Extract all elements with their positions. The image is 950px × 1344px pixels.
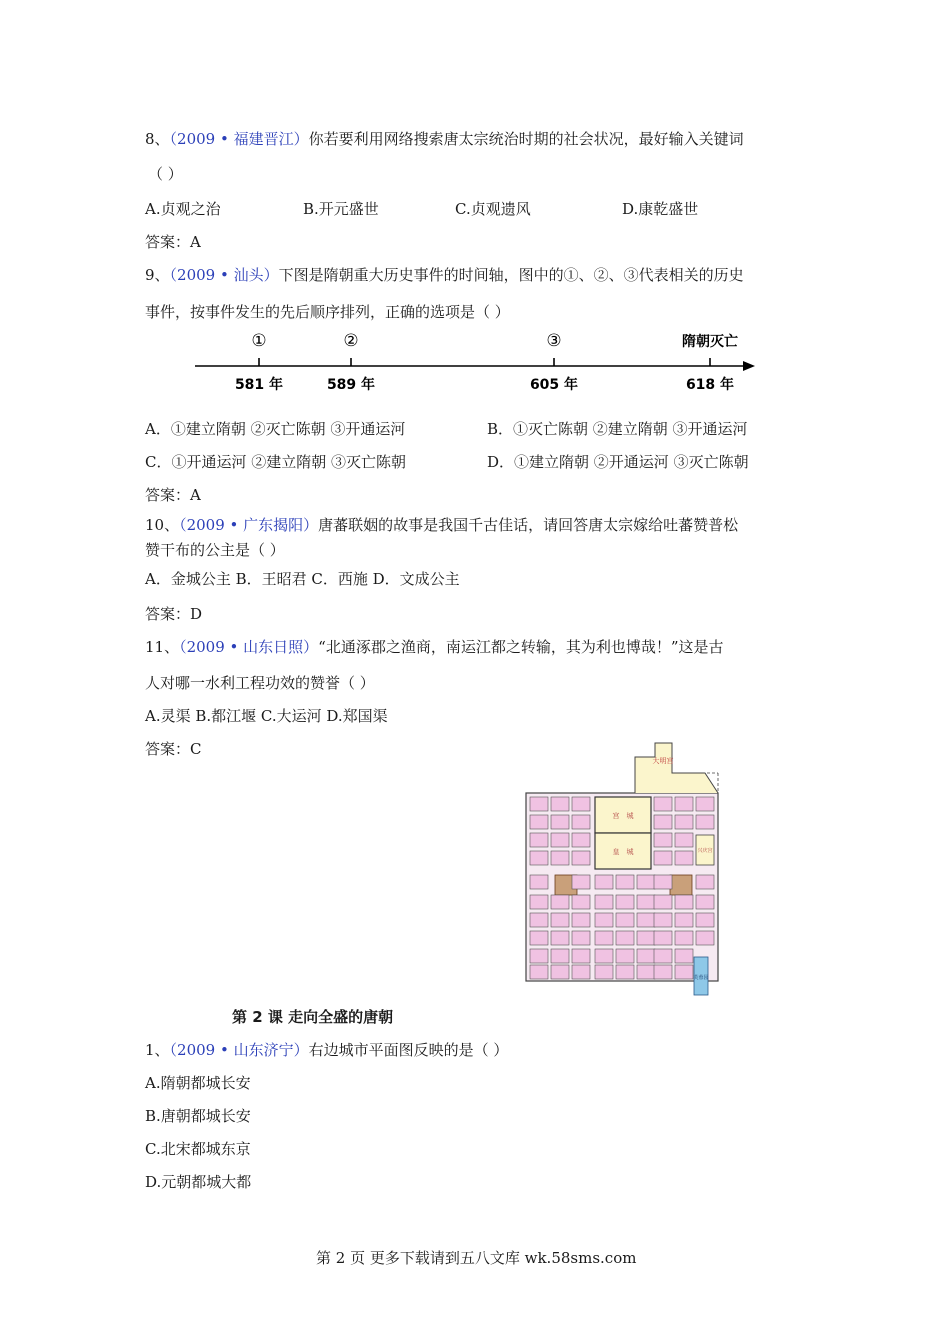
ward-block	[616, 913, 634, 927]
ward-block	[654, 833, 672, 847]
imperial-city-label: 皇 城	[612, 848, 634, 856]
ward-block	[654, 965, 672, 979]
ward-block	[696, 815, 714, 829]
ward-block	[616, 895, 634, 909]
timeline-mark-3: ③	[546, 331, 562, 351]
ward-block	[675, 913, 693, 927]
ward-block	[616, 931, 634, 945]
q11-stem-line1	[145, 636, 724, 657]
timeline-year-2: 589 年	[326, 377, 376, 393]
q9-option-c: C．①开通运河 ②建立隋朝 ③灭亡陈朝	[145, 453, 407, 471]
ward-block	[551, 931, 569, 945]
ward-block	[654, 949, 672, 963]
ward-block	[572, 965, 590, 979]
ward-block	[572, 833, 590, 847]
ward-block	[616, 965, 634, 979]
ward-block	[551, 833, 569, 847]
ward-block	[696, 875, 714, 889]
ward-block	[572, 931, 590, 945]
l2-q1-option-c: C.北宋都城东京	[145, 1140, 251, 1158]
page-footer: 第 2 页 更多下载请到五八文库 wk.58sms.com	[316, 1249, 637, 1267]
ward-block	[572, 875, 590, 889]
q9-source: （2009 • 汕头）	[169, 266, 279, 284]
timeline-year-4: 618 年	[685, 377, 735, 393]
q9-number: 9、	[145, 266, 170, 284]
ward-block	[675, 895, 693, 909]
east-market	[670, 875, 692, 895]
q8-option-d: D.康乾盛世	[622, 200, 699, 218]
chang-an-city-plan-map	[520, 735, 730, 1010]
q8-blank: （ ）	[148, 165, 183, 183]
ward-block	[530, 949, 548, 963]
ward-block	[551, 949, 569, 963]
l2-q1-option-b: B.唐朝都城长安	[145, 1107, 251, 1125]
ward-block	[637, 913, 655, 927]
q10-number: 10、	[145, 516, 180, 534]
q10-stem-line1	[145, 514, 738, 535]
q11-source: （2009 • 山东日照）	[179, 638, 319, 656]
ward-block	[551, 895, 569, 909]
ward-block	[675, 949, 693, 963]
q8-option-a: A.贞观之治	[145, 200, 221, 218]
ward-block	[595, 949, 613, 963]
daming-label: 大明宫	[652, 757, 674, 765]
q8-number: 8、	[145, 130, 170, 148]
timeline-mark-1: ①	[251, 331, 267, 351]
ward-block	[595, 875, 613, 889]
timeline-mark-4: 隋朝灭亡	[682, 334, 738, 350]
ward-block	[530, 875, 548, 889]
ward-block	[530, 851, 548, 865]
ward-block	[637, 965, 655, 979]
ward-block	[551, 815, 569, 829]
ward-block	[595, 931, 613, 945]
l2-q1-option-d: D.元朝都城大都	[145, 1173, 252, 1191]
ward-block	[595, 895, 613, 909]
timeline-mark-2: ②	[343, 331, 359, 351]
ward-block	[637, 895, 655, 909]
ward-block	[572, 815, 590, 829]
ward-block	[654, 797, 672, 811]
ward-block	[637, 875, 655, 889]
ward-block	[572, 851, 590, 865]
palace-city-label: 宫 城	[612, 812, 634, 820]
daming-palace-area	[635, 743, 718, 793]
ward-block	[530, 895, 548, 909]
q9-stem1: 下图是隋朝重大历史事件的时间轴，图中的①、②、③代表相关的历史	[278, 266, 744, 284]
ward-block	[572, 895, 590, 909]
l2-q1-stem-line	[145, 1039, 508, 1060]
q9-timeline	[185, 325, 765, 400]
q9-option-d: D．①建立隋朝 ②开通运河 ③灭亡陈朝	[487, 453, 749, 471]
furong-label: 芙蓉园	[693, 975, 709, 981]
ward-block	[654, 913, 672, 927]
q8-source: （2009 • 福建晋江）	[169, 130, 309, 148]
ward-block	[696, 895, 714, 909]
ward-block	[572, 949, 590, 963]
lesson-2-title: 第 2 课 走向全盛的唐朝	[232, 1008, 394, 1026]
q11-options: A.灵渠 B.都江堰 C.大运河 D.郑国渠	[145, 707, 388, 725]
timeline-year-3: 605 年	[529, 377, 579, 393]
ward-block	[595, 965, 613, 979]
ward-block	[616, 949, 634, 963]
ward-block	[696, 931, 714, 945]
ward-block	[551, 965, 569, 979]
ward-block	[616, 875, 634, 889]
timeline-arrow	[743, 361, 755, 371]
ward-block	[675, 833, 693, 847]
l2-q1-number: 1、	[145, 1041, 170, 1059]
q8-stem-line	[145, 128, 744, 149]
ward-block	[572, 797, 590, 811]
ward-block	[675, 851, 693, 865]
q8-option-c: C.贞观遗风	[455, 200, 531, 218]
ward-block	[572, 913, 590, 927]
q11-stem-line2: 人对哪一水利工程功效的赞誉（ ）	[145, 674, 375, 692]
ward-block	[675, 797, 693, 811]
ward-block	[654, 931, 672, 945]
q11-number: 11、	[145, 638, 180, 656]
ward-block	[530, 913, 548, 927]
ward-block	[530, 833, 548, 847]
q11-stem1: “北通涿郡之渔商，南运江都之转输，其为利也博哉！”这是古	[318, 638, 724, 656]
ward-block	[530, 965, 548, 979]
ward-block	[654, 851, 672, 865]
q8-option-b: B.开元盛世	[303, 200, 379, 218]
ward-block	[530, 931, 548, 945]
q10-answer: 答案：D	[145, 605, 203, 623]
q10-stem-line2: 赞干布的公主是（ ）	[145, 541, 285, 559]
ward-block	[654, 895, 672, 909]
ward-block	[595, 913, 613, 927]
ward-block	[696, 913, 714, 927]
xingqing-label: 兴庆宫	[697, 848, 713, 854]
ward-block	[551, 797, 569, 811]
q8-stem: 你若要利用网络搜索唐太宗统治时期的社会状况，最好输入关键词	[308, 130, 744, 148]
l2-q1-option-a: A.隋朝都城长安	[145, 1074, 251, 1092]
l2-q1-source: （2009 • 山东济宁）	[169, 1041, 309, 1059]
ward-block	[637, 949, 655, 963]
ward-block	[530, 797, 548, 811]
ward-block	[696, 797, 714, 811]
q11-answer: 答案：C	[145, 740, 202, 758]
ward-block	[654, 815, 672, 829]
q9-answer: 答案：A	[145, 486, 201, 504]
ward-block	[551, 851, 569, 865]
q9-option-b: B．①灭亡陈朝 ②建立隋朝 ③开通运河	[487, 420, 748, 438]
q10-options: A．金城公主 B．王昭君 C．西施 D．文成公主	[145, 570, 460, 588]
q8-answer: 答案：A	[145, 233, 201, 251]
ward-block	[551, 913, 569, 927]
q10-stem1: 唐蕃联姻的故事是我国千古佳话，请回答唐太宗嫁给吐蕃赞普松	[318, 516, 739, 534]
q9-stem-line2: 事件，按事件发生的先后顺序排列，正确的选项是（ ）	[145, 303, 510, 321]
ward-block	[675, 815, 693, 829]
ward-block	[675, 965, 693, 979]
ward-block	[654, 875, 672, 889]
q9-option-a: A．①建立隋朝 ②灭亡陈朝 ③开通运河	[145, 420, 406, 438]
q10-source: （2009 • 广东揭阳）	[179, 516, 319, 534]
ward-block	[675, 931, 693, 945]
ward-block	[637, 931, 655, 945]
q9-stem-line1	[145, 264, 744, 285]
l2-q1-stem: 右边城市平面图反映的是（ ）	[308, 1041, 509, 1059]
ward-block	[530, 815, 548, 829]
timeline-year-1: 581 年	[234, 377, 284, 393]
